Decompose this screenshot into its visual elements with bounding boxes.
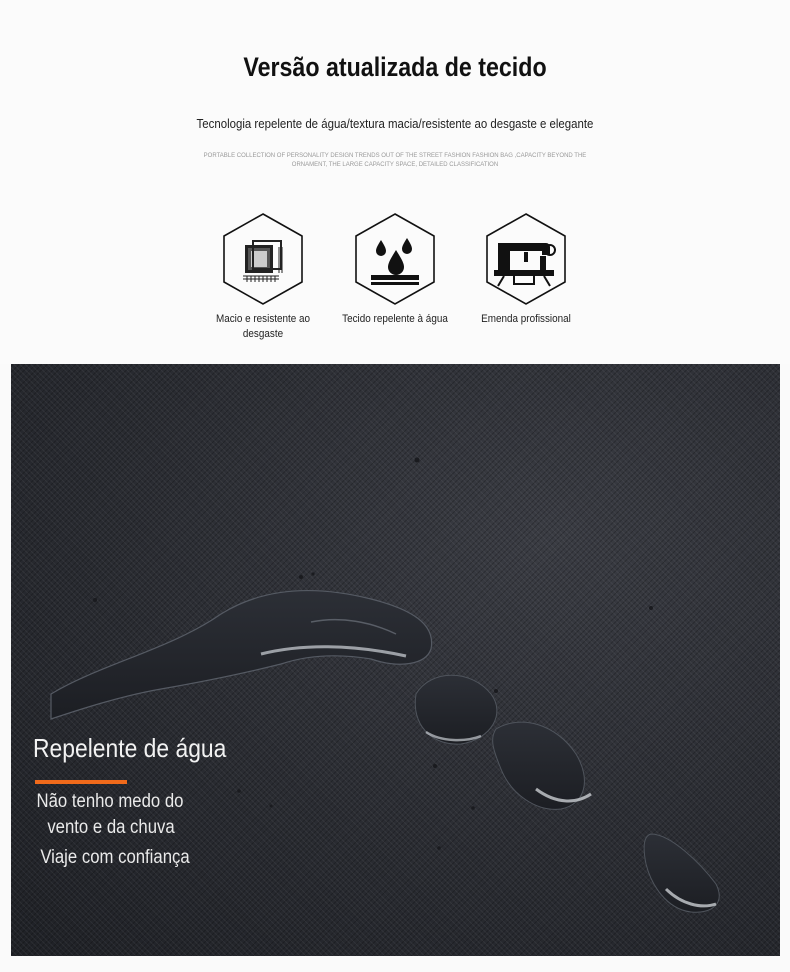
feature-item-professional-seam xyxy=(461,212,591,327)
banner-line: Viaje com confiança xyxy=(40,847,190,868)
sewing-machine-icon xyxy=(484,212,568,306)
page-subtitle: Tecnologia repelente de água/textura macia/resistente ao desgaste e elegante xyxy=(196,116,594,131)
bottom-margin xyxy=(0,956,790,972)
banner-line: vento e da chuva xyxy=(47,817,175,838)
fabric-layers-icon xyxy=(221,212,305,306)
accent-bar xyxy=(35,780,127,784)
small-print-text: PORTABLE COLLECTION OF PERSONALITY DESIGN TRENDS OUT OF THE STREET FASHION FASHION BAG ,CAPACITY BEYOND THE ORNAMENT, THE LARGE CAPACITY SPACE, DETAILED CLASSIFICATION xyxy=(203,153,587,168)
water-drops-icon xyxy=(353,212,437,306)
page-title: Versão atualizada de tecido xyxy=(243,52,547,82)
feature-list xyxy=(0,212,790,352)
header-section xyxy=(0,0,790,364)
feature-label: Tecido repelente à água xyxy=(342,313,448,325)
feature-label: Emenda profissional xyxy=(481,313,571,325)
feature-label: Macio e resistente ao desgaste xyxy=(215,313,311,340)
feature-item-soft-durable xyxy=(198,212,328,342)
feature-item-water-repellent xyxy=(330,212,460,327)
banner-heading-text: Repelente de água xyxy=(33,733,227,763)
banner-line: Não tenho medo do xyxy=(36,791,184,812)
